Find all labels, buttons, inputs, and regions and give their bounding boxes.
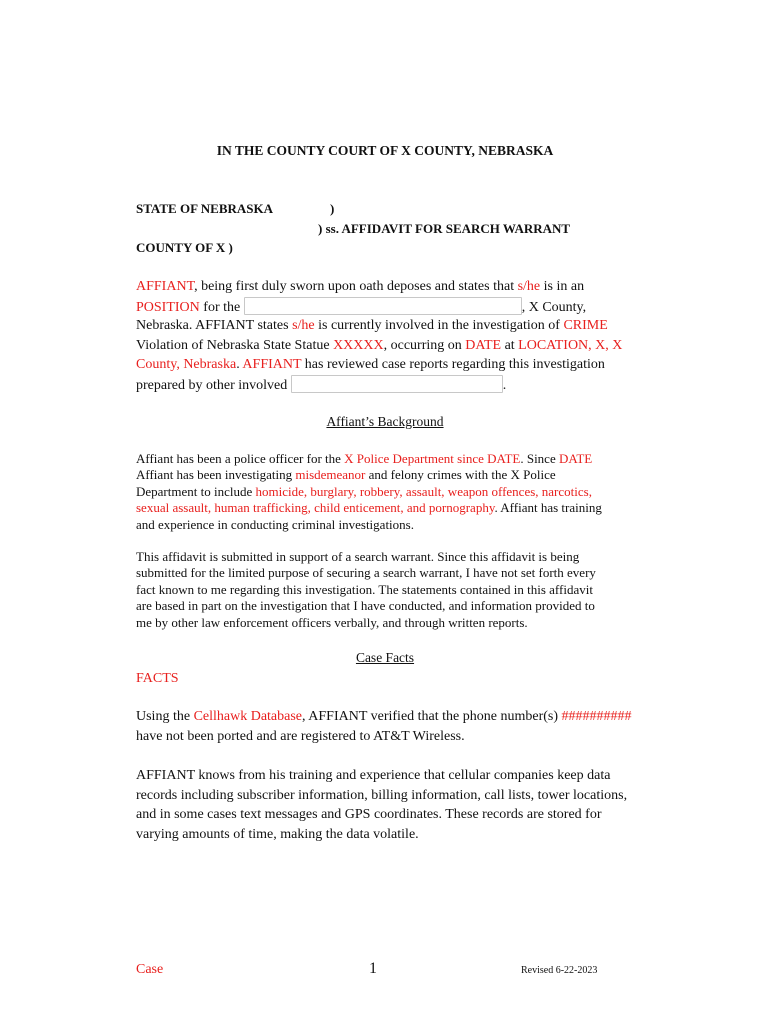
cellhawk-text: have not been ported and are registered to AT&T Wireless. [136,728,465,744]
intro-text: for the [199,299,244,315]
statute-placeholder: XXXXX [333,337,384,353]
intro-text: . [502,377,507,393]
caption-ss-title: ) ss. AFFIDAVIT FOR SEARCH WARRANT [318,221,571,236]
date-placeholder: DATE [465,337,502,353]
intro-line-5 [136,355,636,375]
cellhawk-line-2 [136,727,636,747]
intro-text: at [501,337,519,353]
caption-paren: ) [330,201,335,216]
footer-case-placeholder: Case [136,962,164,977]
crimes-placeholder: homicide, burglary, robbery, assault, weapon offences, narcotics, [255,483,592,499]
location-placeholder: LOCATION, X, X [518,337,623,353]
support-line: me by other law enforcement officers verbally, and through written reports. [136,614,528,630]
intro-text: , being first duly sworn upon oath deposes and states that [194,279,518,294]
position-placeholder: POSITION [136,299,200,315]
crime-placeholder: CRIME [563,318,608,333]
support-line: submitted for the limited purpose of securing a search warrant, I have not set forth every [136,565,596,581]
cellhawk-paragraph [136,707,636,746]
misdemeanor-placeholder: misdemeanor [295,467,366,483]
department-placeholder: X Police Department since DATE [344,451,521,466]
support-line: This affidavit is submitted in support of a search warrant. Since this affidavit is being [136,549,580,564]
intro-text: . [236,357,243,372]
background-text: Department to include [136,483,256,499]
background-line-3 [136,484,636,500]
cellular-line: AFFIANT knows from his training and experience that cellular companies keep data [136,768,611,783]
support-paragraph [136,549,636,631]
caption-state: STATE OF NEBRASKA [136,201,274,216]
court-title: IN THE COUNTY COURT OF X COUNTY, NEBRASKA [216,143,554,158]
cellular-line: varying amounts of time, making the data volatile. [136,826,419,842]
background-text: Affiant has been a police officer for the [136,451,345,466]
county-placeholder: County, Nebraska [136,357,237,372]
background-text: . Since [520,451,559,466]
pronoun-placeholder: s/he [292,318,315,333]
intro-line-2 [136,297,636,317]
intro-text: is currently involved in the investigation of [314,318,564,333]
intro-text: prepared by other involved [136,377,291,393]
background-line-2 [136,467,636,483]
crimes-placeholder: sexual assault, human trafficking, child enticement, and pornography [136,500,495,516]
intro-line-6 [136,375,636,395]
intro-text: is in an [540,279,585,294]
caption-county: COUNTY OF X ) [136,240,233,255]
support-line: are based in part on the investigation that I have conducted, and information provided to [136,598,595,614]
intro-paragraph [136,277,636,394]
intro-text: , X County, [521,299,587,315]
cellular-paragraph [136,766,636,844]
background-text: and experience in conducting criminal investigations. [136,516,414,532]
agency-field[interactable] [244,297,522,315]
cellular-line: records including subscriber information, billing information, call lists, tower locations, [136,787,628,803]
background-line-1 [136,451,636,467]
cellhawk-text: Using the [136,709,194,724]
intro-text: has reviewed case reports regarding this investigation [301,357,605,372]
support-line: fact known to me regarding this investigation. The statements contained in this affidavit [136,581,593,597]
intro-text: Violation of Nebraska State Statue [136,337,334,353]
intro-line-4 [136,336,636,356]
phone-number-placeholder: ########## [561,709,632,724]
date-placeholder: DATE [558,451,593,466]
background-line-5 [136,517,636,533]
intro-text: Nebraska. AFFIANT states [136,318,293,333]
background-text: Affiant has been investigating [136,467,296,483]
intro-text: , occurring on [383,337,466,353]
background-text: . Affiant has training [494,500,602,516]
facts-placeholder: FACTS [136,671,179,686]
background-line-4 [136,500,636,516]
affiant-placeholder: AFFIANT [136,279,195,294]
background-paragraph [136,451,636,533]
pronoun-placeholder: s/he [517,279,541,294]
affiant-placeholder: AFFIANT [242,357,302,372]
case-facts-heading: Case Facts [355,650,415,665]
database-placeholder: Cellhawk Database [193,709,303,724]
intro-line-3 [136,316,636,336]
cellhawk-text: , AFFIANT verified that the phone number(s) [302,709,562,724]
involved-party-field[interactable] [291,375,503,393]
background-heading: Affiant’s Background [326,414,444,429]
intro-line-1 [136,277,636,297]
background-text: and felony crimes with the X Police [365,467,556,483]
cellhawk-line-1 [136,707,636,727]
page-number: 1 [369,960,377,977]
cellular-line: and in some cases text messages and GPS coordinates. These records are stored for [136,807,602,822]
revision-date: Revised 6-22-2023 [521,965,598,976]
